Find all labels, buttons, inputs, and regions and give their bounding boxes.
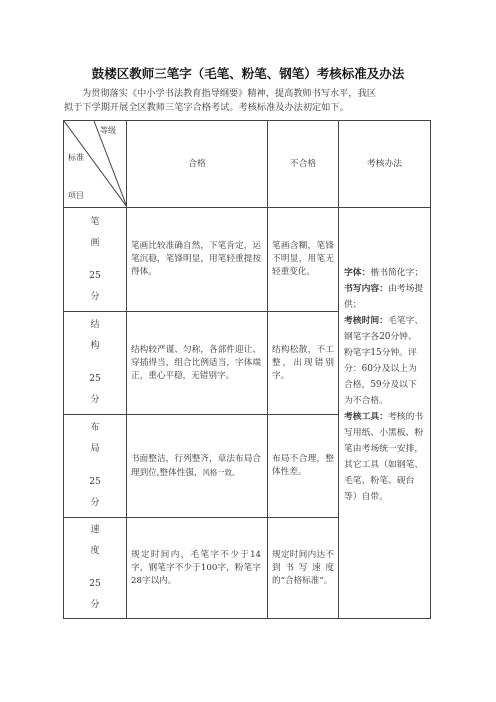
method-tools-value: 考核的书写用纸、小黑板、粉笔由考场统一安排，其它工具（如钢笔、毛笔、粉笔、砚台等）自带。 xyxy=(344,412,424,502)
item-cell-layout: 布 局 25 分 xyxy=(64,415,127,518)
corner-label-item: 项目 xyxy=(68,191,84,200)
table-header-row xyxy=(64,121,431,208)
header-method: 考核办法 xyxy=(339,121,431,208)
method-cell xyxy=(339,208,431,619)
fail-cell-layout: 布局不合理，整体性差。 xyxy=(268,415,339,518)
intro-line-1: 为贯彻落实《中小学书法教育指导纲要》精神，提高教师书写水平，我区 xyxy=(82,88,376,99)
fail-cell-structure: 结构松散，不工整，出现错别字。 xyxy=(268,312,339,415)
method-tools-label: 考核工具： xyxy=(344,412,388,422)
header-fail: 不合格 xyxy=(268,121,339,208)
method-time-label: 考核时间： xyxy=(344,316,388,326)
item-cell-stroke: 笔 画 25 分 xyxy=(64,208,127,312)
corner-label-standard: 标准 xyxy=(68,153,84,162)
header-pass: 合格 xyxy=(127,121,268,208)
method-font-value: 楷书简化字； xyxy=(370,268,424,278)
fail-cell-stroke: 笔画含糊，笔锋不明显，用笔无轻重变化。 xyxy=(268,208,339,312)
method-font-label: 字体： xyxy=(344,268,371,278)
corner-label-grade: 等级 xyxy=(100,126,116,135)
pass-cell-structure: 结构较严谨、匀称，各部件迎让、穿插得当，组合比例适当，字体端正，重心平稳，无错别字。 xyxy=(127,312,268,415)
intro-line-2: 拟于下学期开展全区教师三笔字合格考试。考核标准及办法初定如下。 xyxy=(64,102,349,113)
table-row xyxy=(64,208,431,312)
method-time-value: 毛笔字、钢笔字各20分钟、粉笔字15分钟。评分：60分及以上为合格，59分及以下为不合格。 xyxy=(344,316,424,406)
pass-cell-speed: 规定时间内，毛笔字不少于14字，钢笔字不少于100字，粉笔字28字以内。 xyxy=(127,518,268,619)
item-cell-speed: 速 度 25 分 xyxy=(64,518,127,619)
item-cell-structure: 结 构 25 分 xyxy=(64,312,127,415)
pass-cell-stroke: 笔画比较准确自然，下笔肯定，运笔沉稳，笔锋明显，用笔轻重提按得体。 xyxy=(127,208,268,312)
page-title: 鼓楼区教师三笔字（毛笔、粉笔、钢笔）考核标准及办法 xyxy=(91,66,405,81)
header-corner-cell xyxy=(64,121,127,208)
standards-table xyxy=(63,120,431,619)
pass-cell-layout: 书面整洁，行列整齐，章法布局合理到位,整体性强，风格一致。 xyxy=(127,415,268,518)
fail-cell-speed: 规定时间内达不到书写速度的“合格标准”。 xyxy=(268,518,339,619)
intro-paragraph xyxy=(64,87,428,115)
method-content-label: 书写内容： xyxy=(344,284,388,294)
method-content-value: 由考场提供； xyxy=(344,284,424,310)
